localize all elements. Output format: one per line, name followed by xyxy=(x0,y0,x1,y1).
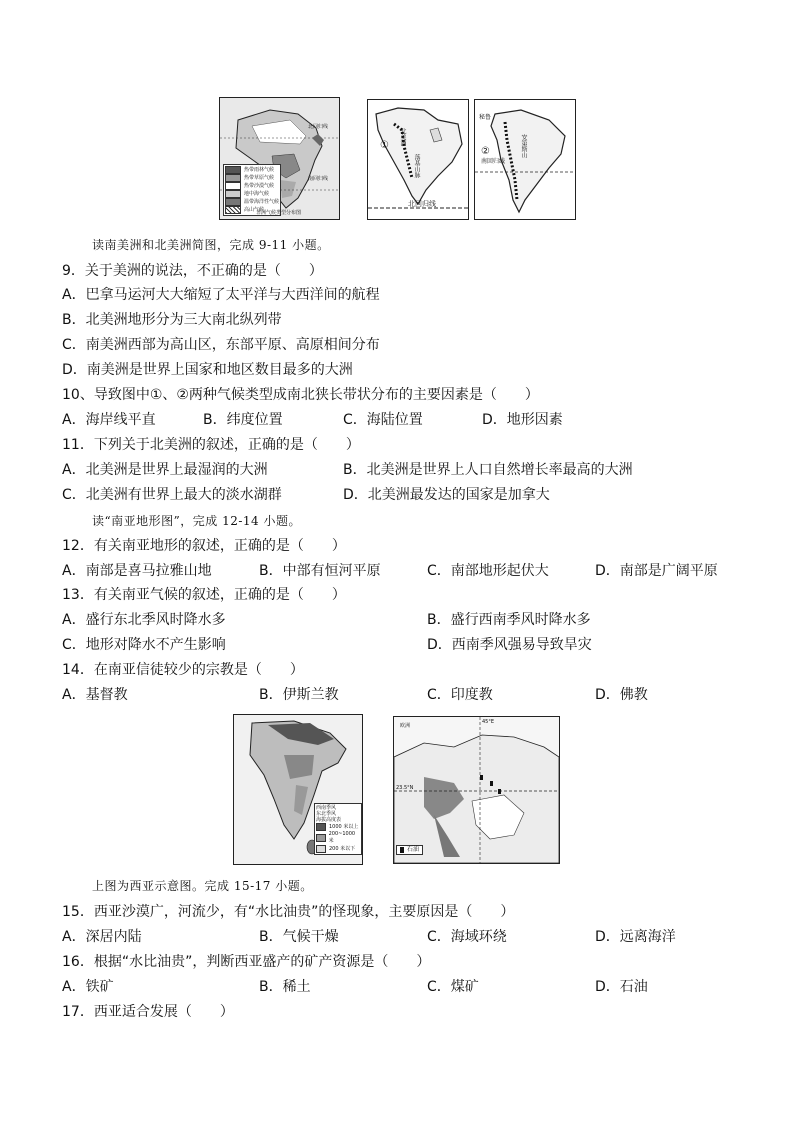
q10-option-d: D．地形因素 xyxy=(482,412,563,428)
legend-row xyxy=(316,823,360,831)
q12-option-c: C．南部地形起伏大 xyxy=(427,563,549,579)
q10-option-a: A．海岸线平直 xyxy=(62,412,156,428)
legend-swatch xyxy=(225,198,241,206)
q15-option-a: A．深居内陆 xyxy=(62,929,142,945)
q11-option-b: B．北美洲是世界上人口自然增长率最高的大洲 xyxy=(343,462,633,478)
q13-stem: 13．有关南亚气候的叙述，正确的是（ ） xyxy=(62,587,346,603)
legend-swatch xyxy=(225,206,241,214)
q11-option-d: D．北美洲最发达的国家是加拿大 xyxy=(343,487,550,503)
north-america-map xyxy=(367,99,469,220)
q13-option-d: D．西南季风强易导致旱灾 xyxy=(427,637,592,653)
q14-stem: 14．在南亚信徒较少的宗教是（ ） xyxy=(62,662,304,678)
q15-stem: 15．西亚沙漠广，河流少，有“水比油贵”的怪现象，主要原因是（ ） xyxy=(62,904,515,920)
q16-option-d: D．石油 xyxy=(595,979,648,995)
south-asia-map xyxy=(233,714,363,865)
africa-map-caption: 非洲气候类型分布图 xyxy=(256,210,302,216)
legend-oil-label: 石油 xyxy=(407,846,420,853)
sa-label-3: 安第斯山 xyxy=(520,134,527,158)
legend-swatch xyxy=(225,190,241,198)
legend-row xyxy=(225,166,279,174)
q11-option-a: A．北美洲是世界上最湿润的大洲 xyxy=(62,462,268,478)
legend-swatch xyxy=(225,174,241,182)
q13-option-b: B．盛行西南季风时降水多 xyxy=(427,612,591,628)
legend-label: 温带海洋性气候 xyxy=(244,198,280,205)
west-asia-graphic xyxy=(394,717,559,863)
q9-option-a: A．巴拿马运河大大缩短了太平洋与大西洋间的航程 xyxy=(62,287,380,303)
q10-stem: 10、导致图中①、②两种气候类型成南北狭长带状分布的主要因素是（ ） xyxy=(62,387,539,403)
legend-elevation-title: 海拔高度表 xyxy=(316,817,342,823)
q14-option-b: B．伊斯兰教 xyxy=(259,687,339,703)
q9-option-c: C．南美洲西部为高山区，东部平原、高原相间分布 xyxy=(62,337,380,353)
west-asia-lat-top: 45°E xyxy=(482,719,495,725)
west-asia-legend xyxy=(396,845,423,855)
sa-label-2: ② xyxy=(481,146,490,157)
oil-icon xyxy=(400,847,404,853)
legend-swatch xyxy=(225,166,241,174)
q16-option-c: C．煤矿 xyxy=(427,979,479,995)
instruction-9-11: 读南美洲和北美洲简图，完成 9-11 小题。 xyxy=(92,238,330,252)
west-asia-map xyxy=(393,716,560,864)
legend-row xyxy=(225,174,279,182)
legend-swatch xyxy=(316,834,326,842)
q14-option-a: A．基督教 xyxy=(62,687,128,703)
q15-option-d: D．远离海洋 xyxy=(595,929,676,945)
q16-stem: 16．根据“水比油贵”，判断西亚盛产的矿产资源是（ ） xyxy=(62,954,431,970)
legend-row xyxy=(225,190,279,198)
na-label-1: ① xyxy=(380,140,389,151)
q11-stem: 11．下列关于北美洲的叙述，正确的是（ ） xyxy=(62,437,360,453)
q10-option-b: B．纬度位置 xyxy=(203,412,283,428)
africa-map-label-top: 北回归线 xyxy=(308,124,329,130)
q14-option-c: C．印度教 xyxy=(427,687,493,703)
africa-climate-map xyxy=(219,97,340,220)
na-label-2: 北美洲 xyxy=(399,128,406,146)
na-label-3: 落基山脉 xyxy=(413,154,420,178)
q15-option-c: C．海域环绕 xyxy=(427,929,507,945)
legend-swatch xyxy=(316,845,326,853)
legend-swatch xyxy=(225,182,241,190)
legend-label: 1000 米以上 xyxy=(329,823,359,830)
legend-row xyxy=(316,831,360,845)
sa-label-4: 南回归线 xyxy=(481,158,506,165)
q16-option-b: B．稀土 xyxy=(259,979,311,995)
legend-row xyxy=(225,198,279,206)
legend-label: 热带雨林气候 xyxy=(244,166,275,173)
south-asia-legend xyxy=(314,803,362,855)
na-label-bottom: 北回归线 xyxy=(408,200,436,208)
legend-southwest-monsoon: 西南季风 xyxy=(316,805,337,811)
legend-label: 200~1000 米 xyxy=(328,831,356,844)
legend-label: 热带草原气候 xyxy=(244,174,275,181)
legend-northeast-monsoon: 东北季风 xyxy=(316,811,337,817)
q12-stem: 12．有关南亚地形的叙述，正确的是（ ） xyxy=(62,538,346,554)
west-asia-lat-mid: 23.5°N xyxy=(396,785,414,791)
q9-stem: 9．关于美洲的说法，不正确的是（ ） xyxy=(62,263,323,279)
q16-option-a: A．铁矿 xyxy=(62,979,114,995)
q10-option-c: C．海陆位置 xyxy=(343,412,423,428)
west-asia-europe-label: 欧洲 xyxy=(400,723,411,729)
q13-option-c: C．地形对降水不产生影响 xyxy=(62,637,226,653)
legend-label: 高山气候 xyxy=(244,206,265,213)
sa-label-top: 秘鲁 xyxy=(479,114,492,121)
q13-option-a: A．盛行东北季风时降水多 xyxy=(62,612,226,628)
legend-row xyxy=(225,182,279,190)
q12-option-b: B．中部有恒河平原 xyxy=(259,563,381,579)
legend-row xyxy=(316,845,360,853)
instruction-15-17: 上图为西亚示意图。完成 15-17 小题。 xyxy=(92,879,313,893)
instruction-12-14: 读“南亚地形图”，完成 12-14 小题。 xyxy=(92,514,301,528)
legend-label: 200 米以下 xyxy=(329,845,356,852)
q12-option-d: D．南部是广阔平原 xyxy=(595,563,718,579)
legend-label: 地中海气候 xyxy=(244,190,270,197)
legend-label: 热带沙漠气候 xyxy=(244,182,275,189)
q9-option-d: D．南美洲是世界上国家和地区数目最多的大洲 xyxy=(62,362,353,378)
legend-swatch xyxy=(316,823,326,831)
q11-option-c: C．北美洲有世界上最大的淡水湖群 xyxy=(62,487,282,503)
q17-stem: 17．西亚适合发展（ ） xyxy=(62,1004,234,1020)
africa-map-label-mid: 南回归线 xyxy=(308,176,329,182)
south-america-map xyxy=(474,99,576,220)
africa-map-legend xyxy=(223,164,281,216)
q12-option-a: A．南部是喜马拉雅山地 xyxy=(62,563,212,579)
q14-option-d: D．佛教 xyxy=(595,687,648,703)
q9-option-b: B．北美洲地形分为三大南北纵列带 xyxy=(62,312,282,328)
q15-option-b: B．气候干燥 xyxy=(259,929,339,945)
